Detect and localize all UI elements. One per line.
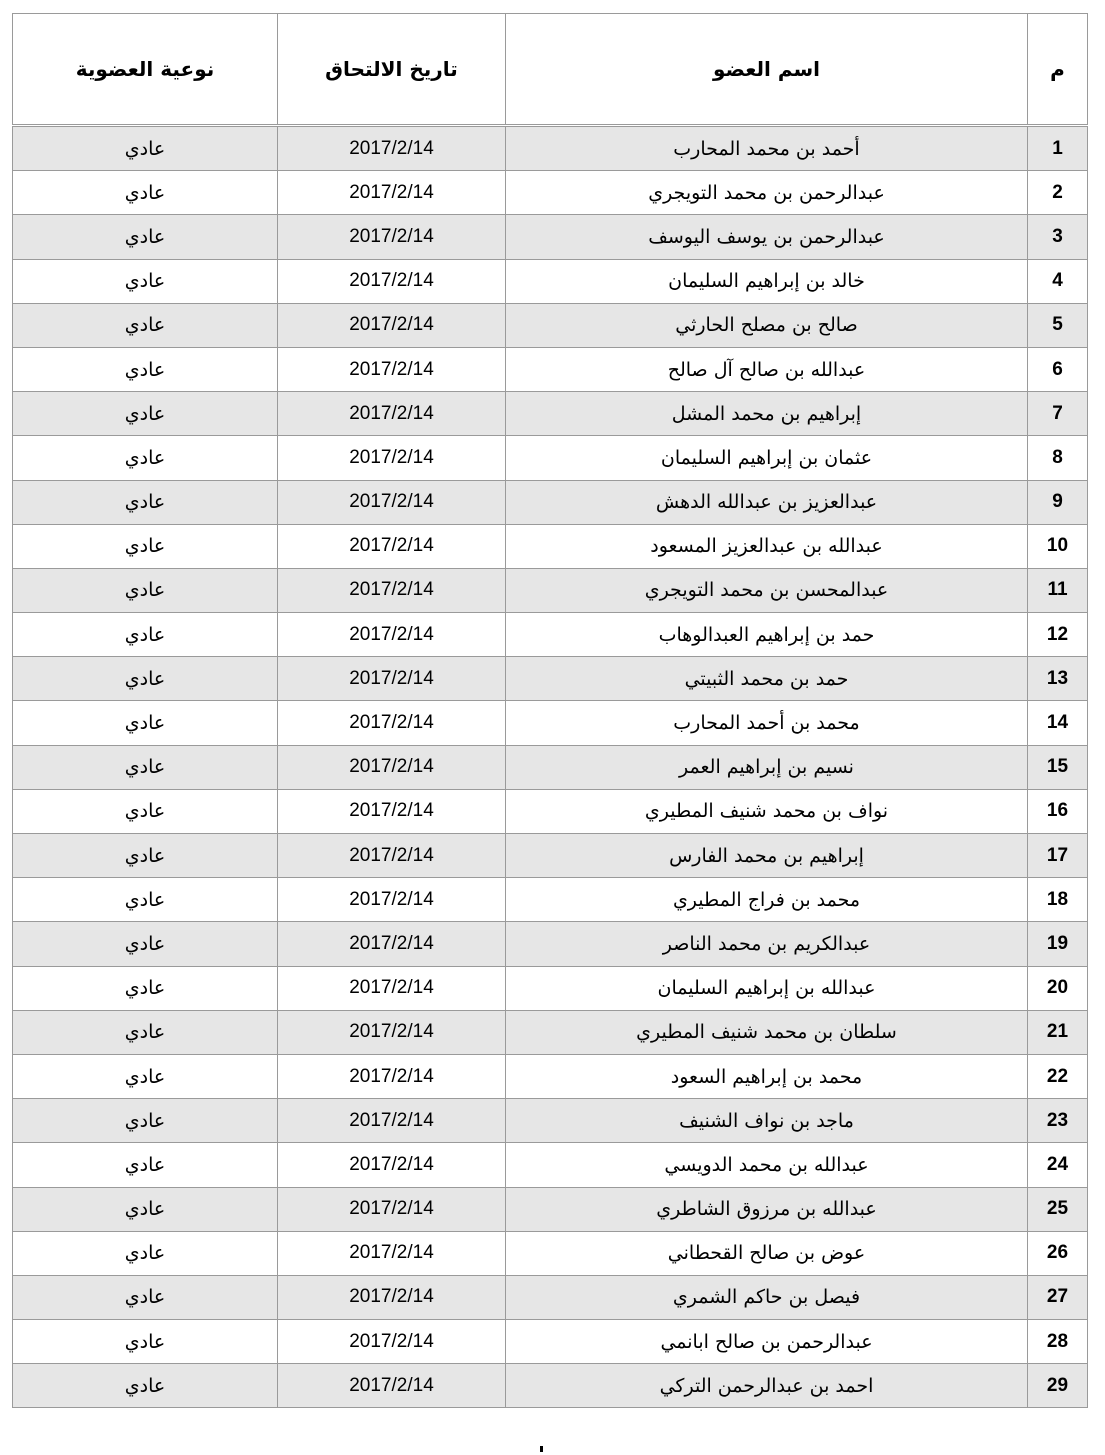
row-number: 28 bbox=[1028, 1320, 1088, 1364]
table-row bbox=[13, 1099, 1088, 1143]
row-number: 20 bbox=[1028, 966, 1088, 1010]
join-date: 2017/2/14 bbox=[278, 657, 506, 701]
membership-type: عادي bbox=[13, 1231, 278, 1275]
join-date: 2017/2/14 bbox=[278, 613, 506, 657]
membership-type: عادي bbox=[13, 259, 278, 303]
member-name: إبراهيم بن محمد المشل bbox=[506, 392, 1028, 436]
membership-type: عادي bbox=[13, 347, 278, 391]
table-row bbox=[13, 613, 1088, 657]
members-document bbox=[12, 13, 1087, 1408]
member-name: عبدالله بن عبدالعزيز المسعود bbox=[506, 524, 1028, 568]
row-number: 6 bbox=[1028, 347, 1088, 391]
header-number: م bbox=[1028, 14, 1088, 126]
join-date: 2017/2/14 bbox=[278, 922, 506, 966]
membership-type: عادي bbox=[13, 745, 278, 789]
table-row bbox=[13, 215, 1088, 259]
row-number: 2 bbox=[1028, 171, 1088, 215]
membership-type: عادي bbox=[13, 1364, 278, 1408]
row-number: 25 bbox=[1028, 1187, 1088, 1231]
member-name: محمد بن فراج المطيري bbox=[506, 878, 1028, 922]
membership-type: عادي bbox=[13, 392, 278, 436]
member-name: ماجد بن نواف الشنيف bbox=[506, 1099, 1028, 1143]
join-date: 2017/2/14 bbox=[278, 1275, 506, 1319]
member-name: احمد بن عبدالرحمن التركي bbox=[506, 1364, 1028, 1408]
table-row bbox=[13, 568, 1088, 612]
row-number: 22 bbox=[1028, 1054, 1088, 1098]
membership-type: عادي bbox=[13, 1099, 278, 1143]
join-date: 2017/2/14 bbox=[278, 1054, 506, 1098]
member-name: عبدالمحسن بن محمد التويجري bbox=[506, 568, 1028, 612]
join-date: 2017/2/14 bbox=[278, 568, 506, 612]
membership-type: عادي bbox=[13, 834, 278, 878]
row-number: 17 bbox=[1028, 834, 1088, 878]
join-date: 2017/2/14 bbox=[278, 1143, 506, 1187]
row-number: 24 bbox=[1028, 1143, 1088, 1187]
member-name: نواف بن محمد شنيف المطيري bbox=[506, 789, 1028, 833]
membership-type: عادي bbox=[13, 1054, 278, 1098]
member-name: صالح بن مصلح الحارثي bbox=[506, 303, 1028, 347]
row-number: 9 bbox=[1028, 480, 1088, 524]
join-date: 2017/2/14 bbox=[278, 834, 506, 878]
table-row bbox=[13, 1187, 1088, 1231]
join-date: 2017/2/14 bbox=[278, 1364, 506, 1408]
row-number: 3 bbox=[1028, 215, 1088, 259]
member-name: عبدالله بن إبراهيم السليمان bbox=[506, 966, 1028, 1010]
table-row bbox=[13, 347, 1088, 391]
join-date: 2017/2/14 bbox=[278, 392, 506, 436]
row-number: 4 bbox=[1028, 259, 1088, 303]
table-row bbox=[13, 1010, 1088, 1054]
row-number: 27 bbox=[1028, 1275, 1088, 1319]
row-number: 14 bbox=[1028, 701, 1088, 745]
membership-type: عادي bbox=[13, 215, 278, 259]
member-name: حمد بن محمد الثبيتي bbox=[506, 657, 1028, 701]
table-row bbox=[13, 392, 1088, 436]
join-date: 2017/2/14 bbox=[278, 215, 506, 259]
row-number: 11 bbox=[1028, 568, 1088, 612]
member-name: إبراهيم بن محمد الفارس bbox=[506, 834, 1028, 878]
join-date: 2017/2/14 bbox=[278, 966, 506, 1010]
member-name: سلطان بن محمد شنيف المطيري bbox=[506, 1010, 1028, 1054]
membership-type: عادي bbox=[13, 657, 278, 701]
join-date: 2017/2/14 bbox=[278, 1187, 506, 1231]
row-number: 8 bbox=[1028, 436, 1088, 480]
row-number: 15 bbox=[1028, 745, 1088, 789]
table-row bbox=[13, 1231, 1088, 1275]
member-name: عبدالله بن محمد الدويسي bbox=[506, 1143, 1028, 1187]
table-row bbox=[13, 878, 1088, 922]
table-row bbox=[13, 259, 1088, 303]
join-date: 2017/2/14 bbox=[278, 259, 506, 303]
row-number: 18 bbox=[1028, 878, 1088, 922]
table-body bbox=[13, 126, 1088, 1408]
membership-type: عادي bbox=[13, 436, 278, 480]
header-row bbox=[13, 14, 1088, 126]
join-date: 2017/2/14 bbox=[278, 436, 506, 480]
join-date: 2017/2/14 bbox=[278, 1010, 506, 1054]
membership-type: عادي bbox=[13, 480, 278, 524]
join-date: 2017/2/14 bbox=[278, 1231, 506, 1275]
membership-type: عادي bbox=[13, 922, 278, 966]
table-header bbox=[13, 14, 1088, 126]
table-row bbox=[13, 966, 1088, 1010]
membership-type: عادي bbox=[13, 613, 278, 657]
member-name: نسيم بن إبراهيم العمر bbox=[506, 745, 1028, 789]
join-date: 2017/2/14 bbox=[278, 878, 506, 922]
membership-type: عادي bbox=[13, 171, 278, 215]
membership-type: عادي bbox=[13, 524, 278, 568]
row-number: 12 bbox=[1028, 613, 1088, 657]
row-number: 13 bbox=[1028, 657, 1088, 701]
membership-type: عادي bbox=[13, 1320, 278, 1364]
table-row bbox=[13, 524, 1088, 568]
membership-type: عادي bbox=[13, 1275, 278, 1319]
row-number: 7 bbox=[1028, 392, 1088, 436]
membership-type: عادي bbox=[13, 701, 278, 745]
membership-type: عادي bbox=[13, 1010, 278, 1054]
member-name: عبدالرحمن بن صالح ابانمي bbox=[506, 1320, 1028, 1364]
table-row bbox=[13, 1054, 1088, 1098]
join-date: 2017/2/14 bbox=[278, 347, 506, 391]
join-date: 2017/2/14 bbox=[278, 126, 506, 171]
join-date: 2017/2/14 bbox=[278, 524, 506, 568]
join-date: 2017/2/14 bbox=[278, 480, 506, 524]
row-number: 1 bbox=[1028, 126, 1088, 171]
join-date: 2017/2/14 bbox=[278, 1099, 506, 1143]
row-number: 10 bbox=[1028, 524, 1088, 568]
row-number: 29 bbox=[1028, 1364, 1088, 1408]
row-number: 5 bbox=[1028, 303, 1088, 347]
header-member-name: اسم العضو bbox=[506, 14, 1028, 126]
member-name: عبدالعزيز بن عبدالله الدهش bbox=[506, 480, 1028, 524]
join-date: 2017/2/14 bbox=[278, 171, 506, 215]
member-name: عبدالكريم بن محمد الناصر bbox=[506, 922, 1028, 966]
row-number: 19 bbox=[1028, 922, 1088, 966]
membership-type: عادي bbox=[13, 303, 278, 347]
member-name: أحمد بن محمد المحارب bbox=[506, 126, 1028, 171]
table-row bbox=[13, 657, 1088, 701]
table-row bbox=[13, 480, 1088, 524]
member-name: فيصل بن حاكم الشمري bbox=[506, 1275, 1028, 1319]
join-date: 2017/2/14 bbox=[278, 789, 506, 833]
membership-type: عادي bbox=[13, 966, 278, 1010]
member-name: خالد بن إبراهيم السليمان bbox=[506, 259, 1028, 303]
table-row bbox=[13, 745, 1088, 789]
table-row bbox=[13, 126, 1088, 171]
table-row bbox=[13, 701, 1088, 745]
table-row bbox=[13, 1364, 1088, 1408]
row-number: 16 bbox=[1028, 789, 1088, 833]
member-name: محمد بن إبراهيم السعود bbox=[506, 1054, 1028, 1098]
join-date: 2017/2/14 bbox=[278, 745, 506, 789]
member-name: محمد بن أحمد المحارب bbox=[506, 701, 1028, 745]
table-row bbox=[13, 436, 1088, 480]
join-date: 2017/2/14 bbox=[278, 303, 506, 347]
membership-type: عادي bbox=[13, 1187, 278, 1231]
table-row bbox=[13, 922, 1088, 966]
table-row bbox=[13, 171, 1088, 215]
join-date: 2017/2/14 bbox=[278, 1320, 506, 1364]
member-name: عوض بن صالح القحطاني bbox=[506, 1231, 1028, 1275]
member-name: حمد بن إبراهيم العبدالوهاب bbox=[506, 613, 1028, 657]
header-join-date: تاريخ الالتحاق bbox=[278, 14, 506, 126]
membership-type: عادي bbox=[13, 126, 278, 171]
member-name: عبدالله بن مرزوق الشاطري bbox=[506, 1187, 1028, 1231]
row-number: 21 bbox=[1028, 1010, 1088, 1054]
join-date: 2017/2/14 bbox=[278, 701, 506, 745]
table-row bbox=[13, 1143, 1088, 1187]
table-row bbox=[13, 303, 1088, 347]
member-name: عبدالرحمن بن يوسف اليوسف bbox=[506, 215, 1028, 259]
membership-type: عادي bbox=[13, 1143, 278, 1187]
table-row bbox=[13, 1320, 1088, 1364]
member-name: عبدالله بن صالح آل صالح bbox=[506, 347, 1028, 391]
members-table bbox=[12, 13, 1088, 1408]
membership-type: عادي bbox=[13, 789, 278, 833]
table-row bbox=[13, 1275, 1088, 1319]
table-row bbox=[13, 789, 1088, 833]
header-membership-type: نوعية العضوية bbox=[13, 14, 278, 126]
row-number: 26 bbox=[1028, 1231, 1088, 1275]
membership-type: عادي bbox=[13, 878, 278, 922]
table-row bbox=[13, 834, 1088, 878]
row-number: 23 bbox=[1028, 1099, 1088, 1143]
page-mark bbox=[540, 1446, 543, 1452]
member-name: عبدالرحمن بن محمد التويجري bbox=[506, 171, 1028, 215]
member-name: عثمان بن إبراهيم السليمان bbox=[506, 436, 1028, 480]
membership-type: عادي bbox=[13, 568, 278, 612]
